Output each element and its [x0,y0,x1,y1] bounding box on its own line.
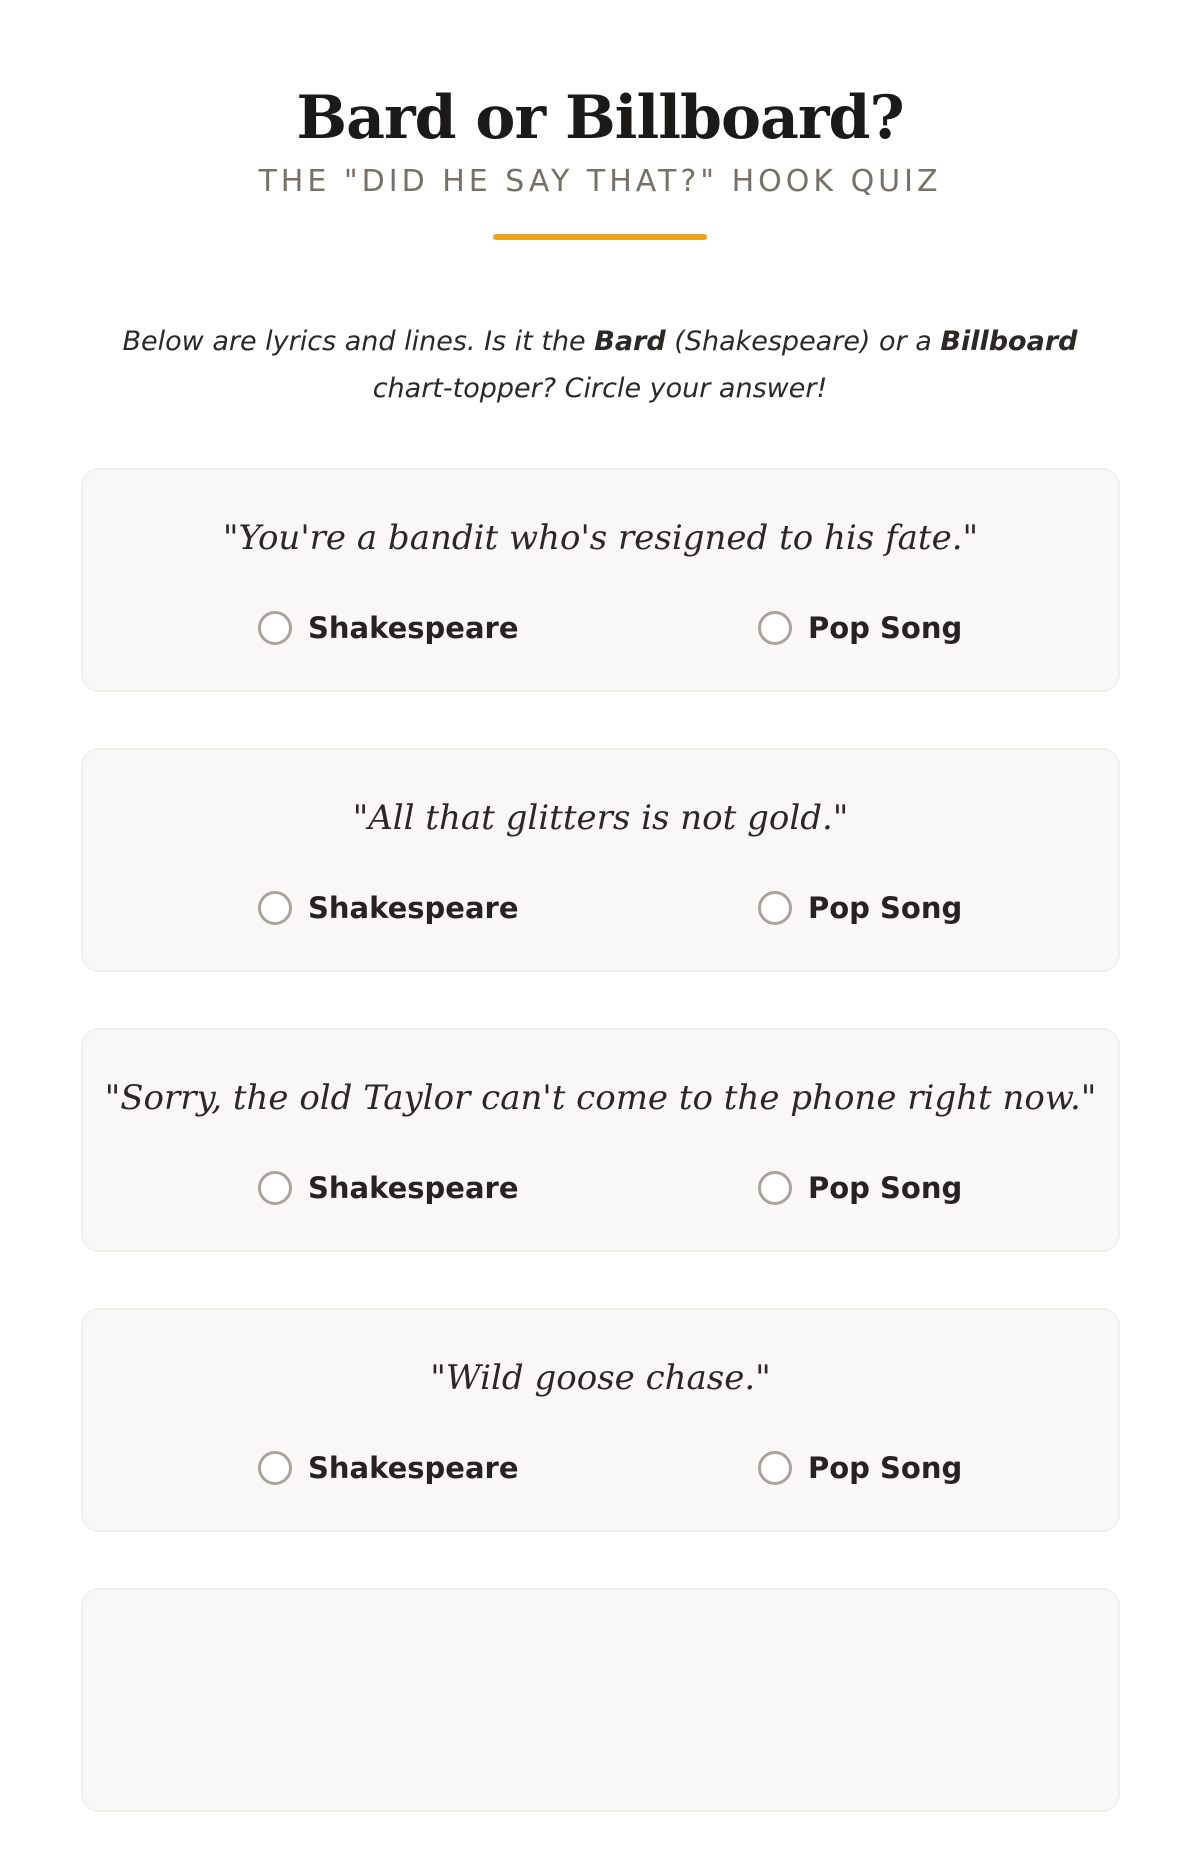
intro-billboard: Billboard [940,326,1078,357]
option-label: Shakespeare [308,891,519,925]
intro-text [110,318,1090,412]
question-list [81,468,1120,1868]
option-label: Pop Song [808,1171,963,1205]
option-shakespeare[interactable] [258,1168,519,1208]
option-label: Pop Song [808,1451,963,1485]
option-label: Shakespeare [308,1171,519,1205]
question-text: "All that glitters is not gold." [352,798,849,838]
question-card-1 [81,468,1120,692]
question-card-5-partial [81,1588,1120,1812]
radio-button[interactable] [758,1451,792,1485]
question-card-4 [81,1308,1120,1532]
page-subtitle: THE "DID HE SAY THAT?" HOOK QUIZ [258,164,942,199]
option-pop-song[interactable] [758,888,962,928]
quiz-header [0,0,1200,240]
option-shakespeare[interactable] [258,608,519,648]
option-shakespeare[interactable] [258,888,519,928]
radio-button[interactable] [258,1451,292,1485]
intro-bard: Bard [594,326,666,357]
option-shakespeare[interactable] [258,1448,519,1488]
option-pop-song[interactable] [758,1448,962,1488]
question-card-3 [81,1028,1120,1252]
option-label: Pop Song [808,891,963,925]
radio-button[interactable] [258,1171,292,1205]
option-pop-song[interactable] [758,1168,962,1208]
accent-divider [493,234,707,240]
radio-button[interactable] [758,1171,792,1205]
option-label: Pop Song [808,611,963,645]
radio-button[interactable] [258,611,292,645]
intro-part-3: chart-topper? Circle your answer! [372,373,828,404]
question-text: "Wild goose chase." [430,1358,771,1398]
question-text: "Sorry, the old Taylor can't come to the phone right now." [104,1078,1097,1118]
option-pop-song[interactable] [758,608,962,648]
radio-button[interactable] [758,891,792,925]
intro-part-1: Below are lyrics and lines. Is it the [122,326,595,357]
page-title: Bard or Billboard? [296,83,904,153]
option-label: Shakespeare [308,611,519,645]
question-text: "You're a bandit who's resigned to his fate." [222,518,979,558]
question-card-2 [81,748,1120,972]
option-label: Shakespeare [308,1451,519,1485]
radio-button[interactable] [758,611,792,645]
radio-button[interactable] [258,891,292,925]
intro-part-2: (Shakespeare) or a [665,326,941,357]
